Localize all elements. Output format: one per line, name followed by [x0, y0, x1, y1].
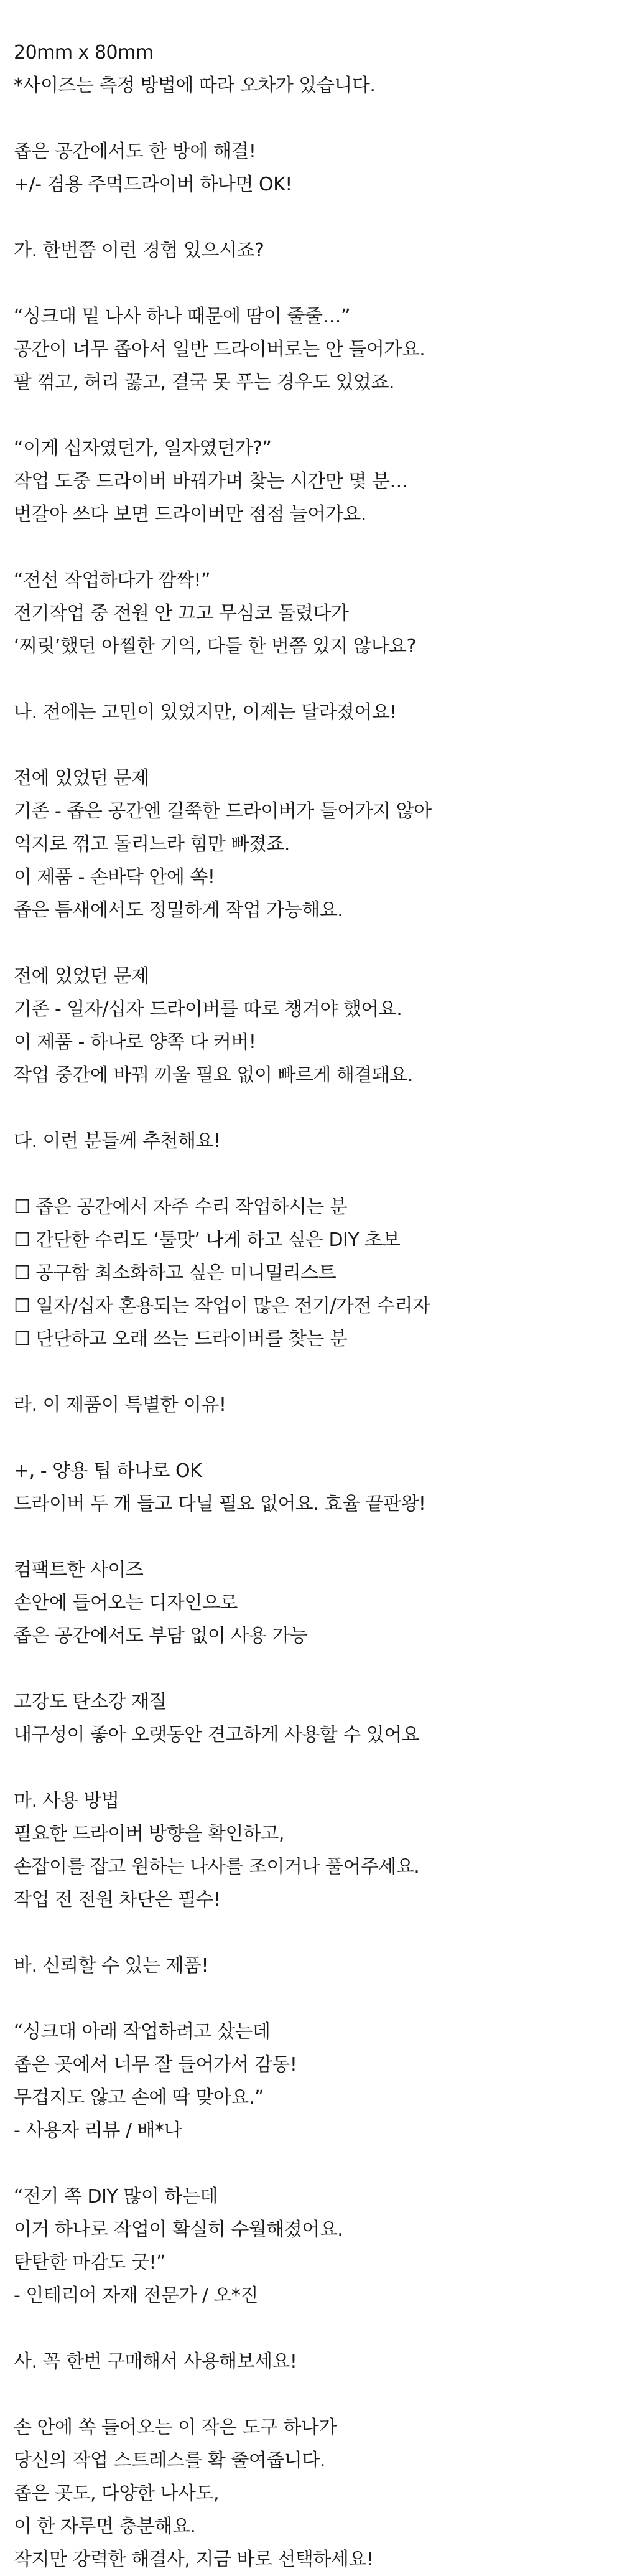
text-line: 이거 하나로 작업이 확실히 수월해졌어요.: [14, 2219, 343, 2241]
text-line: 내구성이 좋아 오랫동안 견고하게 사용할 수 있어요: [14, 1724, 420, 1746]
text-line: 팔 꺾고, 허리 꿇고, 결국 못 푸는 경우도 있었죠.: [14, 372, 395, 393]
text-line: 무겁지도 않고 손에 딱 맞아요.”: [14, 2087, 264, 2109]
text-line: 좁은 공간에서도 부담 없이 사용 가능: [14, 1625, 308, 1647]
text-line: 좁은 곳에서 너무 잘 들어가서 감동!: [14, 2054, 297, 2076]
text-line: 억지로 꺾고 돌리느라 힘만 빠졌죠.: [14, 833, 290, 855]
text-line: +, - 양용 팁 하나로 OK: [14, 1460, 202, 1482]
paragraph-spacer: [14, 399, 611, 432]
text-line: 기존 - 좁은 공간엔 길쭉한 드라이버가 들어가지 않아: [14, 800, 432, 822]
paragraph-spacer: [14, 1356, 611, 1389]
paragraph: [14, 300, 611, 399]
text-line: 작업 전 전원 차단은 필수!: [14, 1889, 221, 1911]
text-line: 탄탄한 마감도 굿!”: [14, 2252, 166, 2274]
paragraph: [14, 1553, 611, 1652]
paragraph: [14, 2345, 611, 2378]
text-line: 손잡이를 잡고 원하는 나사를 조이거나 풀어주세요.: [14, 1856, 420, 1878]
text-line: 당신의 작업 스트레스를 확 줄여줍니다.: [14, 2450, 325, 2471]
paragraph: [14, 696, 611, 729]
paragraph: [14, 2411, 611, 2576]
text-line: ‘찌릿’했던 아찔한 기억, 다들 한 번쯤 있지 않나요?: [14, 635, 416, 657]
text-line: 컴팩트한 사이즈: [14, 1559, 144, 1581]
paragraph: [14, 564, 611, 663]
text-line: 사. 꼭 한번 구매해서 사용해보세요!: [14, 2351, 297, 2372]
paragraph-spacer: [14, 2312, 611, 2345]
text-line: 드라이버 두 개 들고 다닐 필요 없어요. 효율 끝판왕!: [14, 1493, 426, 1515]
paragraph-spacer: [14, 102, 611, 135]
text-line: 전에 있었던 문제: [14, 965, 149, 987]
text-line: 손 안에 쏙 들어오는 이 작은 도구 하나가: [14, 2417, 337, 2438]
paragraph-spacer: [14, 1652, 611, 1685]
paragraph-spacer: [14, 1520, 611, 1553]
text-line: 좁은 공간에서도 한 방에 해결!: [14, 141, 256, 162]
product-description: [14, 36, 611, 2576]
paragraph: [14, 960, 611, 1092]
text-line: 이 제품 - 손바닥 안에 쏙!: [14, 866, 215, 888]
text-line: 좁은 틈새에서도 정밀하게 작업 가능해요.: [14, 899, 343, 921]
text-line: ☐ 좁은 공간에서 자주 수리 작업하시는 분: [14, 1196, 348, 1218]
text-line: +/- 겸용 주먹드라이버 하나면 OK!: [14, 174, 292, 195]
text-line: “전선 작업하다가 깜짝!”: [14, 569, 211, 591]
text-line: “전기 쪽 DIY 많이 하는데: [14, 2186, 218, 2208]
text-line: 가. 한번쯤 이런 경험 있으시죠?: [14, 240, 264, 261]
paragraph-spacer: [14, 2378, 611, 2411]
text-line: - 사용자 리뷰 / 배*나: [14, 2120, 182, 2142]
text-line: ☐ 공구함 최소화하고 싶은 미니멀리스트: [14, 1262, 337, 1284]
paragraph-spacer: [14, 1982, 611, 2015]
paragraph-spacer: [14, 531, 611, 564]
paragraph: [14, 1191, 611, 1356]
paragraph-spacer: [14, 663, 611, 696]
text-line: 좁은 곳도, 다양한 나사도,: [14, 2483, 219, 2504]
text-line: 작지만 강력한 해결사, 지금 바로 선택하세요!: [14, 2549, 374, 2570]
text-line: - 인테리어 자재 전문가 / 오*진: [14, 2285, 258, 2307]
paragraph-spacer: [14, 1916, 611, 1949]
paragraph: [14, 36, 611, 102]
paragraph-spacer: [14, 927, 611, 960]
paragraph: [14, 2015, 611, 2147]
text-line: 공간이 너무 좁아서 일반 드라이버로는 안 들어가요.: [14, 339, 425, 360]
text-line: 라. 이 제품이 특별한 이유!: [14, 1394, 226, 1416]
paragraph: [14, 1949, 611, 1982]
text-line: 마. 사용 방법: [14, 1790, 119, 1812]
paragraph: [14, 1389, 611, 1421]
paragraph: [14, 135, 611, 201]
text-line: 작업 도중 드라이버 바꿔가며 찾는 시간만 몇 분…: [14, 471, 408, 492]
text-line: 다. 이런 분들께 추천해요!: [14, 1130, 221, 1152]
text-line: 이 한 자루면 충분해요.: [14, 2516, 196, 2537]
text-line: ☐ 일자/십자 혼용되는 작업이 많은 전기/가전 수리자: [14, 1295, 430, 1317]
paragraph: [14, 1784, 611, 1916]
paragraph-spacer: [14, 1751, 611, 1784]
paragraph-spacer: [14, 201, 611, 234]
text-line: 나. 전에는 고민이 있었지만, 이제는 달라졌어요!: [14, 701, 397, 723]
text-line: “싱크대 아래 작업하려고 샀는데: [14, 2021, 271, 2043]
paragraph: [14, 432, 611, 531]
paragraph: [14, 1125, 611, 1158]
text-line: 이 제품 - 하나로 양쪽 다 커버!: [14, 1031, 256, 1053]
paragraph: [14, 762, 611, 927]
text-line: “이게 십자였던가, 일자였던가?”: [14, 438, 272, 459]
text-line: 필요한 드라이버 방향을 확인하고,: [14, 1823, 284, 1845]
paragraph: [14, 234, 611, 267]
paragraph-spacer: [14, 267, 611, 300]
text-line: 20mm x 80mm: [14, 42, 154, 63]
text-line: ☐ 단단하고 오래 쓰는 드라이버를 찾는 분: [14, 1328, 348, 1350]
text-line: 번갈아 쓰다 보면 드라이버만 점점 늘어가요.: [14, 503, 366, 525]
paragraph: [14, 1685, 611, 1751]
paragraph-spacer: [14, 1421, 611, 1454]
paragraph-spacer: [14, 1158, 611, 1191]
text-line: 전에 있었던 문제: [14, 767, 149, 789]
paragraph-spacer: [14, 1092, 611, 1125]
paragraph-spacer: [14, 729, 611, 762]
text-line: 기존 - 일자/십자 드라이버를 따로 챙겨야 했어요.: [14, 998, 402, 1020]
text-line: 전기작업 중 전원 안 끄고 무심코 돌렸다가: [14, 602, 349, 624]
text-line: 작업 중간에 바꿔 끼울 필요 없이 빠르게 해결돼요.: [14, 1064, 413, 1086]
text-line: 손안에 들어오는 디자인으로: [14, 1592, 238, 1614]
paragraph: [14, 1454, 611, 1520]
paragraph: [14, 2180, 611, 2312]
text-line: ☐ 간단한 수리도 ‘툴맛’ 나게 하고 싶은 DIY 초보: [14, 1229, 401, 1251]
text-line: 고강도 탄소강 재질: [14, 1691, 167, 1713]
text-line: “싱크대 밑 나사 하나 때문에 땀이 줄줄…”: [14, 306, 351, 327]
text-line: 바. 신뢰할 수 있는 제품!: [14, 1955, 209, 1977]
text-line: *사이즈는 측정 방법에 따라 오차가 있습니다.: [14, 75, 376, 96]
paragraph-spacer: [14, 2147, 611, 2180]
